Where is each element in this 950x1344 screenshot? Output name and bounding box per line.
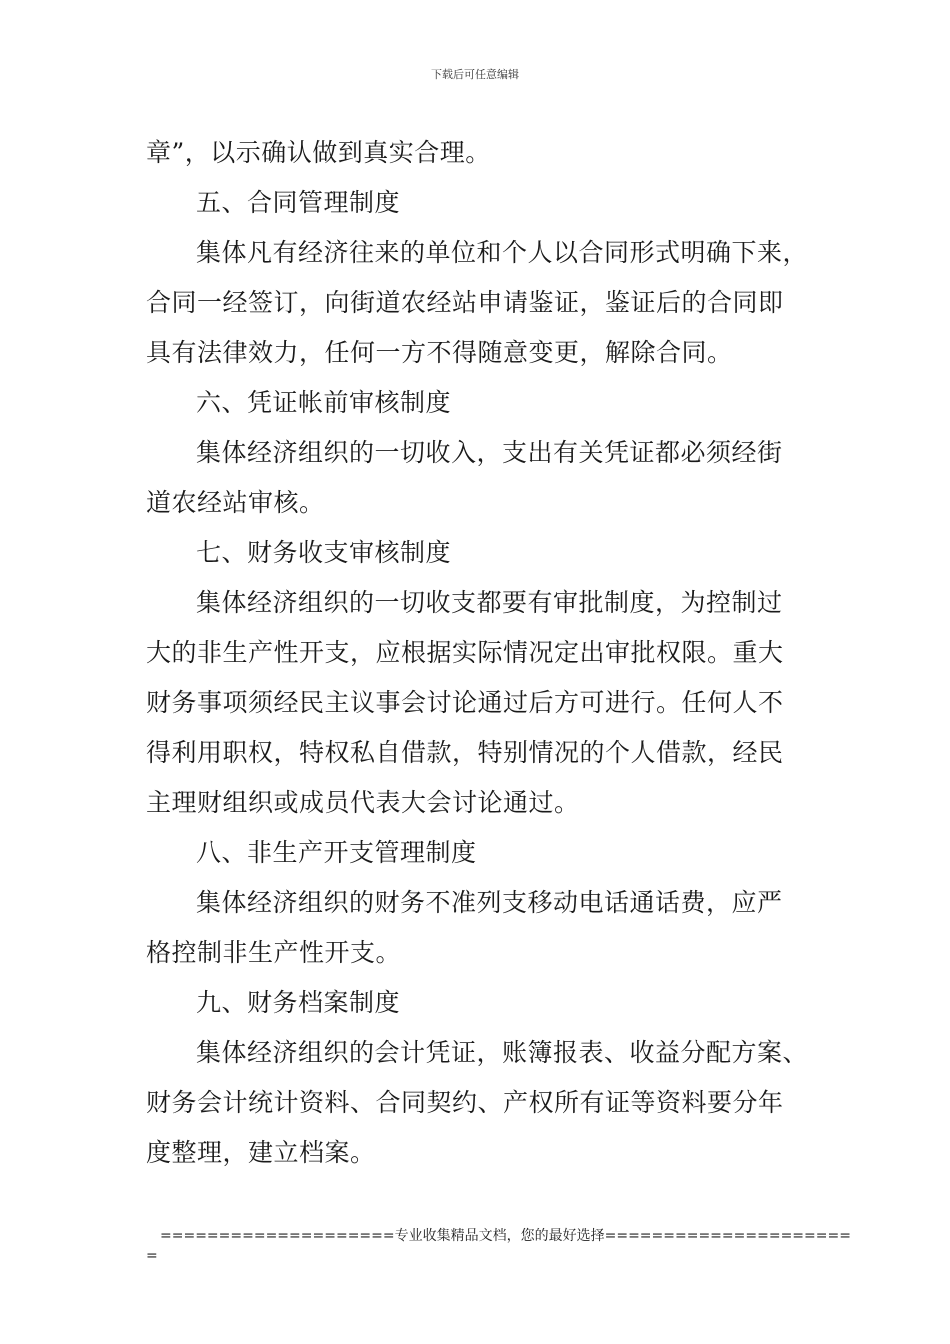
text-line: 集体经济组织的会计凭证，账簿报表、收益分配方案、 (196, 1038, 809, 1067)
text-line: 集体凡有经济往来的单位和个人以合同形式明确下来， (196, 238, 809, 267)
text-line: 大的非生产性开支，应根据实际情况定出审批权限。重大 (146, 638, 784, 667)
text-line: 具有法律效力，任何一方不得随意变更，解除合同。 (146, 338, 733, 367)
text-line: 得利用职权，特权私自借款，特别情况的个人借款，经民 (146, 738, 784, 767)
text-line: 主理财组织或成员代表大会讨论通过。 (146, 788, 580, 817)
text-line: 七、财务收支审核制度 (196, 538, 452, 567)
footer-line-wrap: = (146, 1248, 158, 1264)
text-line: 道农经站审核。 (146, 488, 325, 517)
text-line: 财务事项须经民主议事会讨论通过后方可进行。任何人不 (146, 688, 784, 717)
text-line: 八、非生产开支管理制度 (196, 838, 477, 867)
footer-banner (146, 1226, 851, 1266)
text-line: 财务会计统计资料、合同契约、产权所有证等资料要分年 (146, 1088, 784, 1117)
text-line: 合同一经签订，向街道农经站申请鉴证，鉴证后的合同即 (146, 288, 784, 317)
text-line: 格控制非生产性开支。 (146, 938, 402, 967)
text-line: 度整理，建立档案。 (146, 1138, 376, 1167)
text-line: 章”，以示确认做到真实合理。 (146, 138, 491, 167)
text-line: 集体经济组织的一切收入，支出有关凭证都必须经街 (196, 438, 783, 467)
text-line: 集体经济组织的财务不准列支移动电话通话费，应严 (196, 888, 783, 917)
header-note: 下载后可任意编辑 (431, 68, 519, 81)
text-line: 九、财务档案制度 (196, 988, 401, 1017)
text-line: 五、合同管理制度 (196, 188, 401, 217)
document-body (146, 128, 809, 1178)
text-line: 集体经济组织的一切收支都要有审批制度，为控制过 (196, 588, 783, 617)
footer-line: ====================专业收集精品文档，您的最好选择===================== (160, 1228, 851, 1244)
text-line: 六、凭证帐前审核制度 (196, 388, 452, 417)
